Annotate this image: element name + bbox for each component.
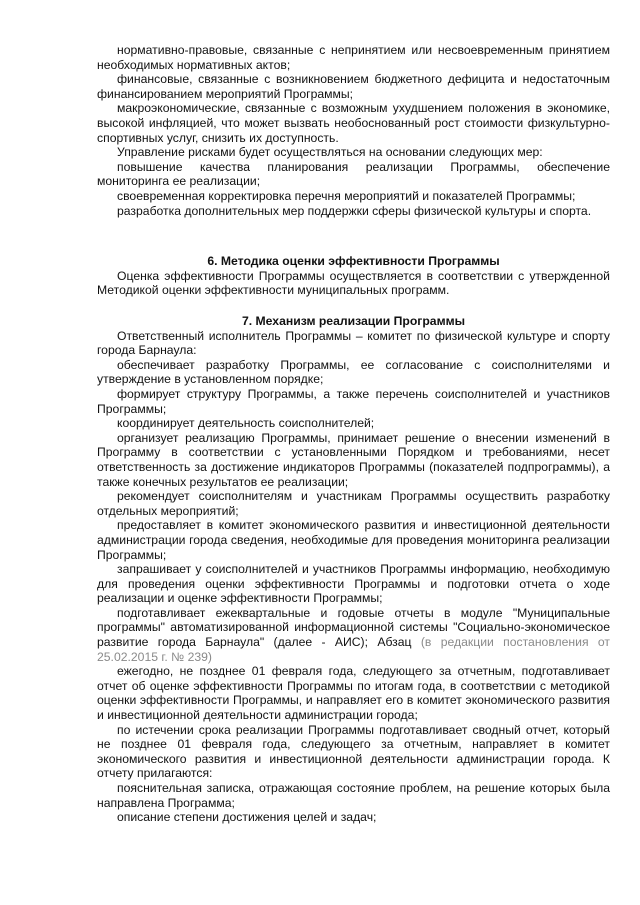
section-heading: 6. Методика оценки эффективности Программы: [207, 254, 500, 268]
reporting-paragraph: [97, 606, 610, 664]
paragraph: обеспечивает разработку Программы, ее согласование с соисполнителями и утверждение в установленном порядке;: [97, 357, 610, 387]
paragraph: финансовые, связанные с возникновением бюджетного дефицита и недостаточным финансированием мероприятий Программы;: [97, 72, 610, 101]
paragraph: ежегодно, не позднее 01 февраля года, следующего за отчетным, подготавливает отчет об оценке эффективности Программы по итогам года, в соответствии с методикой оценки эффективности Программы, и направляет его в комитет экономического развития и инвестиционной деятельности администрации города;: [97, 664, 610, 723]
paragraph: нормативно-правовые, связанные с непринятием или несвоевременным принятием необходимых нормативных актов;: [97, 43, 610, 72]
paragraph: рекомендует соисполнителям и участникам Программы осуществить разработку отдельных мероприятий;: [97, 489, 610, 518]
paragraph: описание степени достижения целей и задач;: [117, 810, 377, 825]
reporting-text: подготавливает ежеквартальные и годовые отчеты в модуле "Муниципальные программы" автоматизированной информационной системы "Социально-экономическое развитие города Барнаула" (далее - АИС); Абзац: [97, 605, 610, 650]
paragraph: пояснительная записка, отражающая состояние проблем, на решение которых была направлена Программа;: [97, 781, 610, 810]
section-heading: 7. Механизм реализации Программы: [241, 314, 466, 328]
paragraph: координирует деятельность соисполнителей;: [117, 416, 375, 431]
paragraph: Ответственный исполнитель Программы – комитет по физической культуре и спорту города Барнаула:: [97, 328, 610, 358]
paragraph: повышение качества планирования реализации Программы, обеспечение мониторинга ее реализации;: [97, 159, 610, 189]
paragraph: макроэкономические, связанные с возможным ухудшением положения в экономике, высокой инфляцией, что может вызвать необоснованный рост стоимости физкультурно-спортивных услуг, снизить их доступность.: [97, 101, 610, 145]
paragraph: Управление рисками будет осуществляться на основании следующих мер:: [117, 145, 543, 160]
section-7: [97, 314, 610, 825]
paragraph: Оценка эффективности Программы осуществляется в соответствии с утвержденной Методикой оценки эффективности муниципальных программ.: [97, 268, 610, 298]
paragraph: запрашивает у соисполнителей и участников Программы информацию, необходимую для проведения оценки эффективности Программы и подготовки отчета о ходе реализации и оценке эффективности Программы;: [97, 562, 610, 606]
risks-block: [97, 43, 610, 218]
paragraph: формирует структуру Программы, а также перечень соисполнителей и участников Программы;: [97, 386, 610, 416]
paragraph: предоставляет в комитет экономического развития и инвестиционной деятельности администрации города сведения, необходимые для проведения мониторинга реализации Программы;: [97, 518, 610, 562]
paragraph: организует реализацию Программы, принимает решение о внесении изменений в Программу в соответствии с установленными Порядком и требованиями, несет ответственность за достижение индикаторов Программы (показателей подпрограммы), а также конечных результатов ее реализации;: [97, 430, 610, 489]
amendment-note: (в редакции постановления от 25.02.2015 г. № 239): [97, 635, 610, 664]
paragraph: своевременная корректировка перечня мероприятий и показателей Программы;: [117, 188, 576, 203]
paragraph: разработка дополнительных мер поддержки сферы физической культуры и спорта.: [117, 203, 592, 218]
paragraph: по истечении срока реализации Программы подготавливает сводный отчет, который не позднее 01 февраля года, следующего за отчетным, направляет в комитет экономического развития и инвестиционной деятельности администрации города. К отчету прилагаются:: [97, 722, 610, 781]
section-6: [97, 254, 610, 298]
